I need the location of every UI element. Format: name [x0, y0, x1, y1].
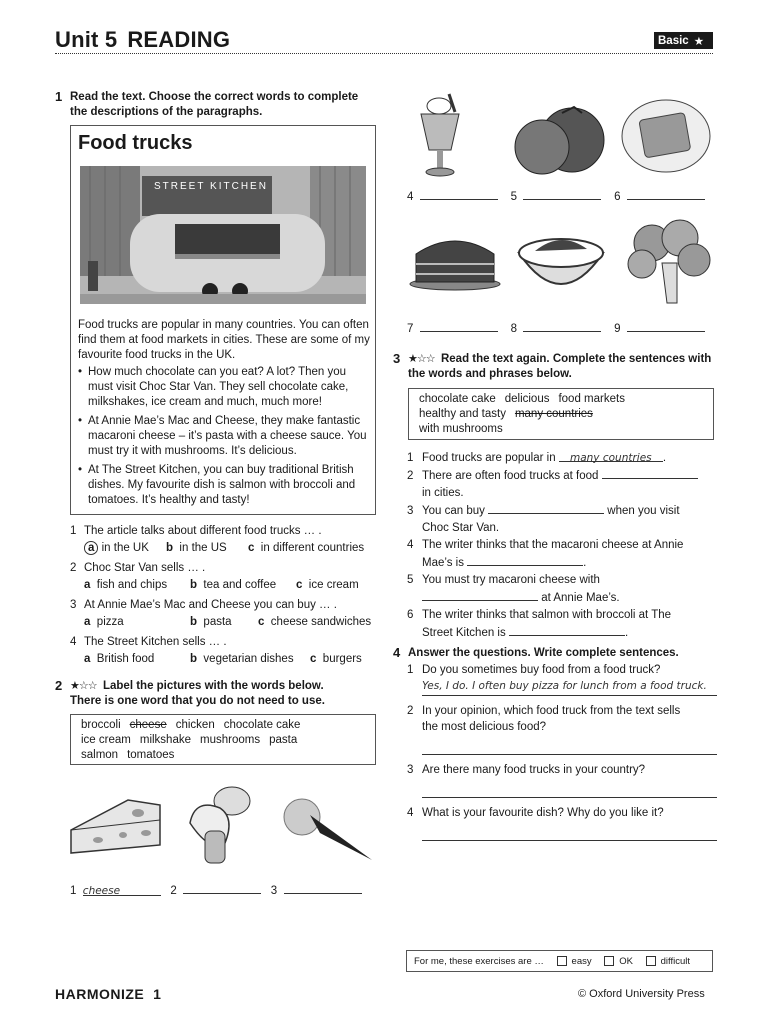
- exercise-1-instruction: Read the text. Choose the correct words to complete the descriptions of the paragraphs.: [70, 91, 359, 118]
- bullet-1: How much chocolate can you eat? A lot? Then you must visit Choc Star Van. They sell chocolate cake, milkshakes, ice cream and much, much more!: [88, 366, 349, 408]
- answer-4-3[interactable]: [422, 778, 717, 798]
- answer-3-6[interactable]: [509, 624, 625, 636]
- salmon-picture: [620, 96, 712, 176]
- answer-field-8[interactable]: [523, 320, 601, 332]
- footer-copyright: © Oxford University Press: [578, 988, 705, 1000]
- exercise-3-instruction: ★☆☆ Read the text again. Complete the sentences with the words and phrases below.: [408, 353, 712, 380]
- tomatoes-picture: [512, 105, 607, 177]
- difficult-checkbox[interactable]: [646, 956, 656, 966]
- chocolate-cake-picture: [408, 232, 503, 292]
- answer-4-1[interactable]: Yes, I do. I often buy pizza for lunch from a food truck.: [422, 678, 717, 696]
- star-icon: ★: [693, 35, 704, 48]
- ice-cream-picture: [280, 795, 375, 865]
- pasta-picture: [515, 225, 607, 303]
- option-1a-selected[interactable]: a: [84, 541, 98, 555]
- level-badge: Basic ★: [654, 32, 713, 49]
- answer-field-9[interactable]: [627, 320, 705, 332]
- exercise-1-number: 1: [55, 89, 63, 104]
- exercise-3-items: 1 Food trucks are popular in many countries . 2 There are often food trucks at food in cities. 3 You can buy when you visit Choc Star Van. 4 The writer thinks that the macaroni cheese at Annie Mae’s is . 5 You must try macaroni cheese with at Annie Mae’s. 6 The writer thinks that salmon with broccoli at The Street Kitchen is .: [407, 450, 717, 642]
- answer-4-4[interactable]: [422, 821, 717, 841]
- broccoli-picture: [622, 218, 714, 306]
- milkshake-picture: [417, 92, 467, 180]
- difficulty-stars-icon: ★☆☆: [70, 680, 97, 692]
- photo-sign: STREET KITCHEN: [154, 181, 268, 192]
- picture-labels-4-6: 4 5 6: [407, 188, 717, 205]
- food-truck-photo: [80, 166, 366, 304]
- article-title: Food trucks: [78, 132, 193, 154]
- footer-brand: HARMONIZE 1: [55, 986, 162, 1002]
- answer-field-7[interactable]: [420, 320, 498, 332]
- answer-4-2[interactable]: [422, 735, 717, 755]
- answer-3-1[interactable]: many countries: [559, 450, 663, 462]
- bullet-2: At Annie Mae’s Mac and Cheese, they make fantastic macaroni cheese – it’s pasta with a cheese sauce. You must try it with mushrooms. It’s delicious.: [88, 415, 367, 457]
- exercise-4-instruction: Answer the questions. Write complete sentences.: [408, 647, 679, 659]
- exercise-2-number: 2: [55, 678, 63, 693]
- exercise-3-wordbox: chocolate cake delicious food markets healthy and tasty many countries with mushrooms: [408, 388, 714, 440]
- answer-field-1[interactable]: cheese: [83, 884, 161, 896]
- easy-checkbox[interactable]: [557, 956, 567, 966]
- mushroom-picture: [180, 783, 255, 873]
- answer-field-5[interactable]: [523, 188, 601, 200]
- bullet-3: At The Street Kitchen, you can buy traditional British dishes. My favourite dish is salmon with broccoli and tomatoes. It’s healthy and tasty!: [88, 464, 356, 506]
- answer-field-2[interactable]: [183, 882, 261, 894]
- header-divider: [55, 53, 713, 54]
- answer-3-5[interactable]: [422, 589, 538, 601]
- article-bullets: • How much chocolate can you eat? A lot? Then you must visit Choc Star Van. They sell chocolate cake, milkshakes, ice cream and much, much more! • At Annie Mae’s Mac and Cheese, they make fantastic macaroni cheese – it’s pasta with a cheese sauce. You must try it with mushrooms. It’s delicious. • At The Street Kitchen, you can buy traditional British dishes. My favourite dish is salmon with broccoli and tomatoes. It’s healthy and tasty!: [78, 365, 370, 508]
- answer-3-4[interactable]: [467, 554, 583, 566]
- exercise-2-instruction: ★☆☆ Label the pictures with the words below. There is one word that you do not need to use.: [70, 680, 325, 707]
- exercise-2-wordbox: broccoli cheese chicken chocolate cake ice cream milkshake mushrooms pasta salmon tomatoes: [70, 714, 376, 765]
- answer-field-6[interactable]: [627, 188, 705, 200]
- exercise-1-questions: 1 The article talks about different food trucks … . a in the UK b in the US c in different countries 2 Choc Star Van sells … . a fish and chips b tea and coffee c ice cream 3 At Annie Mae’s Mac and Cheese you can buy … . a pizza b pasta c cheese sandwiches 4 The Street Kitchen sells … . a British food b vegetarian dishes c burgers: [70, 525, 372, 665]
- picture-labels-1-3: 1 cheese 2 3: [70, 882, 380, 899]
- answer-field-3[interactable]: [284, 882, 362, 894]
- article-intro: Food trucks are popular in many countries. You can often find them at food markets in cities. These are some of my favourite food trucks in the UK.: [78, 319, 370, 361]
- ok-checkbox[interactable]: [604, 956, 614, 966]
- answer-field-4[interactable]: [420, 188, 498, 200]
- answer-3-3[interactable]: [488, 502, 604, 514]
- picture-labels-7-9: 7 8 9: [407, 320, 717, 337]
- exercise-3-number: 3: [393, 351, 401, 366]
- exercise-4-number: 4: [393, 645, 401, 660]
- cheese-picture: [68, 795, 163, 860]
- page-title: Unit 5 READING: [55, 27, 231, 52]
- difficulty-stars-icon: ★☆☆: [408, 353, 435, 365]
- exercise-4-items: 1 Do you sometimes buy food from a food truck? Yes, I do. I often buy pizza for lunch from a food truck. 2 In your opinion, which food truck from the text sells the most delicious food? 3 Are there many food trucks in your country? 4 What is your favourite dish? Why do you like it?: [407, 662, 717, 841]
- feedback-box: For me, these exercises are … easy OK difficult: [406, 950, 713, 972]
- answer-3-2[interactable]: [602, 467, 698, 479]
